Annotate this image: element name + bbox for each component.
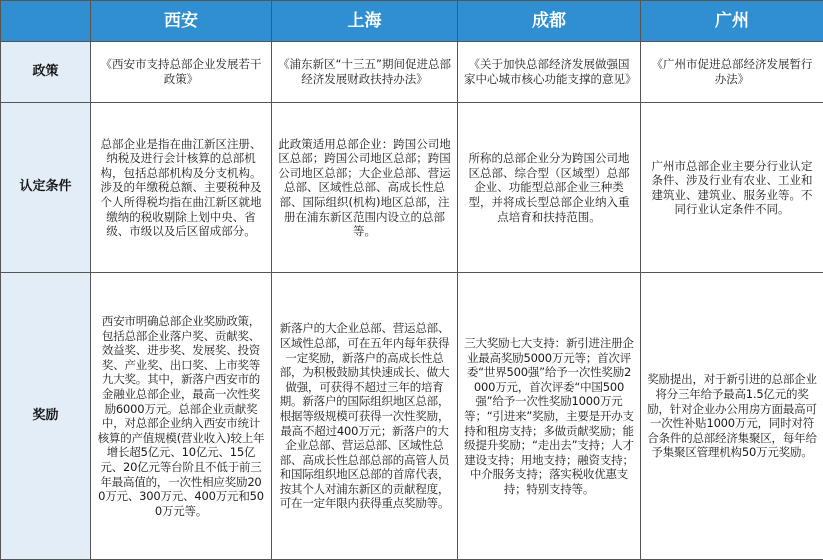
row-label-criteria: 认定条件 <box>1 103 91 273</box>
row-label-policy: 政策 <box>1 42 91 103</box>
policy-xian: 《西安市支持总部企业发展若干政策》 <box>91 42 272 103</box>
row-label-reward: 奖励 <box>1 273 91 560</box>
header-shanghai: 上海 <box>272 1 458 42</box>
reward-shanghai: 新落户的大企业总部、营运总部、区域性总部，可在五年内每年获得一定奖励，新落户的高成长性总部，为积极鼓励其快速成长、做大做强，可获得不超过三年的培育期。新落户的国际组织地区总部，根据等级规模可获得一次性奖励，最高不超过400万元；新落户的大企业总部、营运总部、区域性总部、高成长性总部总部的高管人员和国际组织地区总部的首席代表，按其个人对浦东新区的贡献程度，可在一定年限内获得重点奖励等。 <box>272 273 458 560</box>
header-chengdu: 成都 <box>458 1 641 42</box>
criteria-xian <box>91 103 272 273</box>
criteria-guangzhou: 广州市总部企业主要分行业认定条件、涉及行业有农业、工业和建筑业、建筑业、服务业等。不同行业认定条件不同。 <box>641 103 823 273</box>
reward-guangzhou: 奖励提出，对于新引进的总部企业将分三年给予最高1.5亿元的奖励，针对企业办公用房方面最高可一次性补贴1000万元，同时对符合条件的总部经济集聚区，每年给予集聚区管理机构50万元奖励。 <box>641 273 823 560</box>
criteria-xian-para-2: 涉及的年缴税总额、主要税种及个人所得税均指在曲江新区就地缴纳的税收剔除上划中央、省级、市级以及后区留成部分。 <box>100 180 262 239</box>
header-guangzhou: 广州 <box>641 1 823 42</box>
criteria-xian-para-1: 总部企业是指在曲江新区注册、纳税及进行会计核算的总部机构，包括总部机构及分支机构。 <box>100 136 262 180</box>
reward-chengdu: 三大奖励七大支持：新引进注册企业最高奖励5000万元等；首次评委“世界500强”给予一次性奖励2000万元，首次评委“中国500强”给予一次性奖励1000万元等；“引进来”奖励，主要是开办支持和租房支持；多做贡献奖励；能级提升奖励；“走出去”支持；人才建设支持；用地支持；融资支持；中介服务支持；落实税收优惠支持；特别支持等。 <box>458 273 641 560</box>
header-row <box>1 1 823 42</box>
criteria-shanghai: 此政策适用总部企业：跨国公司地区总部；跨国公司地区总部；跨国公司地区总部；大企业总部、营运总部、区域性总部、高成长性总部、国际组织(机构)地区总部，注册在浦东新区范围内设立的总部等。 <box>272 103 458 273</box>
header-corner <box>1 1 91 42</box>
reward-row <box>1 273 823 560</box>
policy-guangzhou: 《广州市促进总部经济发展暂行办法》 <box>641 42 823 103</box>
criteria-row <box>1 103 823 273</box>
header-xian: 西安 <box>91 1 272 42</box>
policy-chengdu: 《关于加快总部经济发展做强国家中心城市核心功能支撑的意见》 <box>458 42 641 103</box>
reward-xian: 西安市明确总部企业奖励政策，包括总部企业落户奖、贡献奖、效益奖、进步奖、发展奖、投资奖、产业奖、出口奖、上市奖等九大奖。其中，新落户西安市的金融业总部企业，最高一次性奖励6000万元。总部企业贡献奖中，对总部企业纳入西安市统计核算的产值规模(营业收入)较上年增长超5亿元、10亿元、15亿元、20亿元等台阶且不低于前三年最高值的，一次性相应奖励200万元、300万元、400万元和500万元等。 <box>91 273 272 560</box>
policy-row <box>1 42 823 103</box>
criteria-chengdu: 所称的总部企业分为跨国公司地区总部、综合型（区域型）总部企业、功能型总部企业三种类型，并将成长型总部企业纳入重点培育和扶持范围。 <box>458 103 641 273</box>
policy-shanghai: 《浦东新区“十三五”期间促进总部经济发展财政扶持办法》 <box>272 42 458 103</box>
